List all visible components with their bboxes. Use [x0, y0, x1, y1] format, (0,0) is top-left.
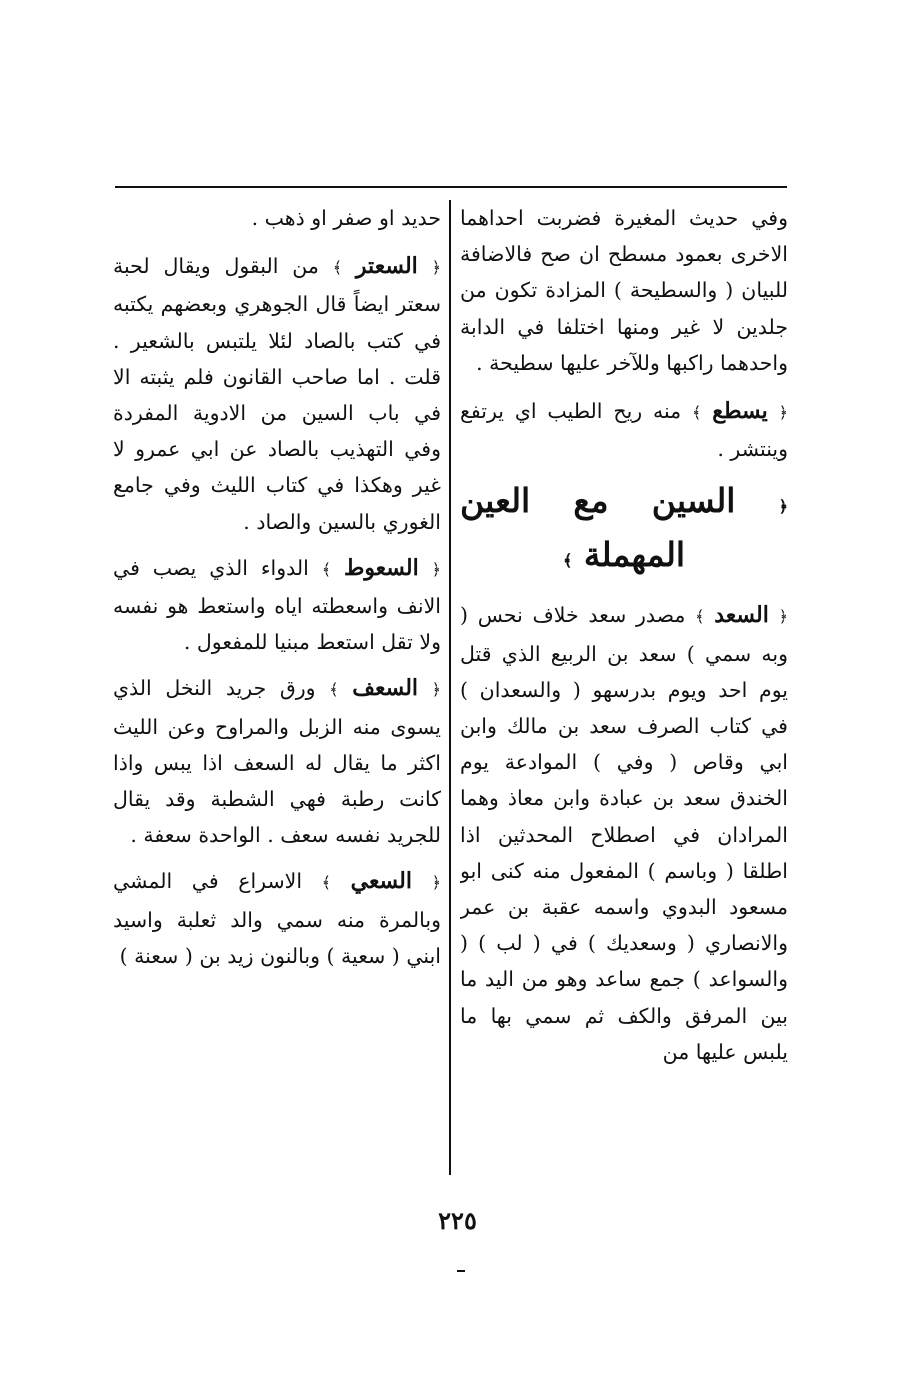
- ornament-close: ﴾: [321, 559, 332, 579]
- entry-term: السعتر: [355, 253, 418, 280]
- section-heading: [460, 477, 788, 585]
- entry-text: من البقول ويقال لحبة سعتر ايضاً قال الجوهري وبعضهم يكتبه في كتب بالصاد لئلا يلتبس بالشعير . قلت . اما صاحب القانون فلم يثبته الا في باب السين من الادوية المفردة وفي التهذيب بالصاد عن ابي عمرو لا غير وهكذا في كتاب الليث وفي جامع الغوري بالسين والصاد .: [113, 254, 441, 534]
- entry-text: منه ريح الطيب اي يرتفع وينتشر .: [460, 399, 788, 462]
- ornament-open: ﴿: [431, 559, 441, 579]
- paragraph-text: وفي حديث المغيرة فضربت احداهما الاخرى بعمود مسطح ان صح فالاضافة للبيان ( والسطيحة ) المزادة تكون من جلدين لا غير ومنها اختلفا في الدابة واحدهما راكبها وللآخر عليها سطيحة .: [460, 206, 788, 375]
- entry-term: السعوط: [343, 554, 419, 581]
- entry-term: يسطع: [712, 398, 768, 425]
- ornament-open: ﴿: [778, 607, 788, 627]
- ornament-close: ﴾: [321, 873, 332, 893]
- entry-term: السعي: [350, 868, 413, 895]
- ornament-close: ﴾: [329, 680, 339, 700]
- entry-term: السعد: [714, 602, 769, 629]
- entry-alsad: [460, 597, 788, 1070]
- ornament-close: ﴾: [692, 403, 702, 423]
- column-divider: [449, 200, 451, 1175]
- ornament-open: ﴿: [778, 403, 788, 423]
- entry-alsatar: [113, 248, 441, 540]
- entry-alsaf: [113, 670, 441, 853]
- page-number: ٢٢٥: [438, 1206, 477, 1235]
- left-column: [113, 200, 441, 1185]
- header-rule: [115, 186, 787, 188]
- ornament-close: ﴾: [695, 607, 705, 627]
- section-heading-text: السين مع العين المهملة: [460, 481, 736, 575]
- ornament-open: ﴿: [778, 497, 788, 517]
- ornament-close: ﴾: [562, 551, 573, 571]
- ornament-open: ﴿: [431, 680, 441, 700]
- entry-yasta: [460, 393, 788, 467]
- paragraph: [113, 200, 441, 236]
- page-mark: [457, 1270, 465, 1272]
- right-column: [460, 200, 788, 1185]
- entry-text: مصدر سعد خلاف نحس ( وبه سمي ) سعد بن الربيع الذي قتل يوم احد ويوم بدرسهو ( والسعدان ) في كتاب الصرف سعد بن مالك وابن ابي وقاص ( وفي ) الموادعة يوم الخندق سعد بن عبادة وابن معاذ وهما المرادان في اصطلاح المحدثين اذا اطلقا ( وباسم ) المفعول منه كنى ابو مسعود البدوي واسمه عقبة بن عمر والانصاري ( وسعديك ) في ( لب ) ( والسواعد ) جمع ساعد وهو من اليد ما بين المرفق والكف ثم سمي بها ما يلبس عليها من: [460, 603, 788, 1064]
- entry-text: الاسراع في المشي وبالمرة منه سمي والد ثعلبة واسيد ابني ( سعية ) وبالنون زيد بن ( سعنة ): [113, 869, 441, 968]
- entry-alsai: [113, 863, 441, 974]
- entry-text: الدواء الذي يصب في الانف واسعطته اياه واستعط هو نفسه ولا تقل استعط مبنيا للمفعول .: [113, 555, 441, 655]
- paragraph-text: حديد او صفر او ذهب .: [251, 206, 441, 230]
- entry-text: ورق جريد النخل الذي يسوى منه الزبل والمراوح وعن الليث اكثر ما يقال له السعف اذا يبس واذا كانت رطبة فهي الشطبة وقد يقال للجريد نفسه سعف . الواحدة سعفة .: [113, 676, 441, 848]
- entry-term: السعف: [352, 675, 419, 702]
- paragraph: [460, 200, 788, 381]
- ornament-close: ﴾: [332, 258, 343, 278]
- ornament-open: ﴿: [431, 873, 441, 893]
- entry-alsaut: [113, 550, 441, 661]
- ornament-open: ﴿: [431, 258, 441, 278]
